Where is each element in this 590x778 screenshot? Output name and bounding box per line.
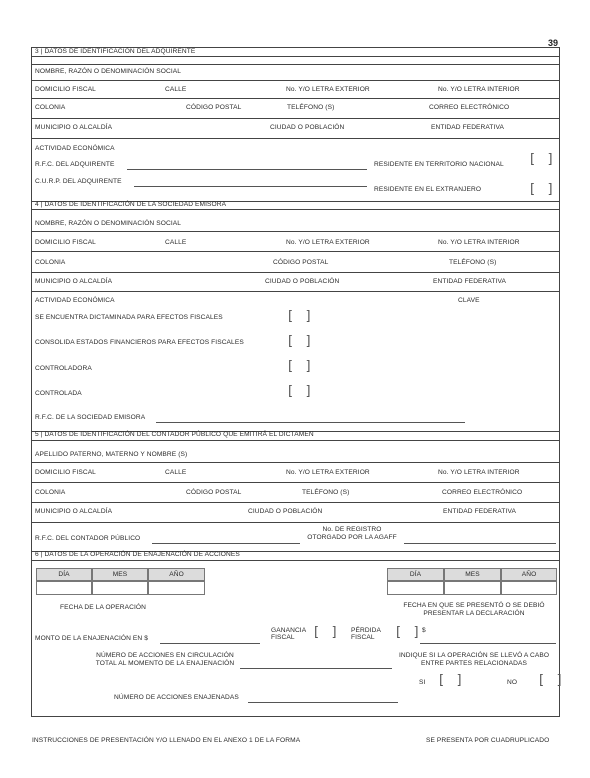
sec4-nombre-label: NOMBRE, RAZÓN O DENOMINACIÓN SOCIAL <box>35 220 182 227</box>
sec4-colonia-label: COLONIA <box>35 259 66 266</box>
op-dia-header: DÍA <box>58 571 70 578</box>
enajenadas-line[interactable] <box>248 702 398 703</box>
op-mes-header: MES <box>112 571 128 578</box>
sec3-telefono-label: TELÉFONO (S) <box>287 104 335 111</box>
no-checkbox[interactable]: [ ] <box>539 673 562 688</box>
sec3-residente-nac-label: RESIDENTE EN TERRITORIO NACIONAL <box>374 161 504 168</box>
sec4-clave-label: CLAVE <box>458 297 480 304</box>
fecha-declaracion-label-1: FECHA EN QUE SE PRESENTÓ O SE DEBIÓ <box>403 602 545 609</box>
sec3-no-int-label: No. Y/O LETRA INTERIOR <box>438 86 520 93</box>
sec5-cp-label: CÓDIGO POSTAL <box>186 489 242 496</box>
sec5-entidad-label: ENTIDAD FEDERATIVA <box>443 508 516 515</box>
sec4-ciudad-label: CIUDAD O POBLACIÓN <box>265 278 340 285</box>
sec3-domicilio-label: DOMICILIO FISCAL <box>35 86 96 93</box>
sec5-no-ext-label: No. Y/O LETRA EXTERIOR <box>286 469 370 476</box>
sec5-telefono-label: TELÉFONO (S) <box>302 489 350 496</box>
sec5-correo-label: CORREO ELECTRÓNICO <box>442 489 523 496</box>
section-4-header: 4 | DATOS DE IDENTIFICACIÓN DE LA SOCIEDAD EMISORA <box>35 201 227 208</box>
sec3-nombre-label: NOMBRE, RAZÓN O DENOMINACIÓN SOCIAL <box>35 68 182 75</box>
op-anio-header: AÑO <box>169 571 184 578</box>
sec3-rfc-label: R.F.C. DEL ADQUIRENTE <box>35 161 115 168</box>
sec5-municipio-label: MUNICIPIO O ALCALDÍA <box>35 508 113 515</box>
sec5-domicilio-label: DOMICILIO FISCAL <box>35 469 96 476</box>
sec3-colonia-label: COLONIA <box>35 104 66 111</box>
circulacion-line[interactable] <box>240 668 392 669</box>
ganancia-label-1: GANANCIA <box>271 627 307 634</box>
sec5-calle-label: CALLE <box>165 469 187 476</box>
sec4-calle-label: CALLE <box>165 239 187 246</box>
ganancia-checkbox[interactable]: [ ] <box>314 625 337 640</box>
sec4-cp-label: CÓDIGO POSTAL <box>273 259 329 266</box>
si-label: SI <box>419 679 426 686</box>
sec4-controladora-label: CONTROLADORA <box>35 365 92 372</box>
decl-anio-input[interactable] <box>501 581 557 595</box>
section-6-header: 6 | DATOS DE LA OPERACIÓN DE ENAJENACIÓN DE ACCIONES <box>35 551 240 558</box>
sec3-cp-label: CÓDIGO POSTAL <box>186 104 242 111</box>
perdida-amount-line[interactable] <box>420 643 556 644</box>
sec3-residente-ext-label: RESIDENTE EN EL EXTRANJERO <box>374 186 482 193</box>
circulacion-label-1: NÚMERO DE ACCIONES EN CIRCULACIÓN <box>96 652 234 659</box>
perdida-label-1: PÉRDIDA <box>351 627 382 634</box>
sec5-registro-label-2: OTORGADO POR LA AGAFF <box>307 534 397 541</box>
section-3-header: 3 | DATOS DE IDENTIFICACIÓN DEL ADQUIRENTE <box>35 48 196 55</box>
sec4-actividad-label: ACTIVIDAD ECONÓMICA <box>35 297 115 304</box>
sec4-controlada-label: CONTROLADA <box>35 390 82 397</box>
sec5-registro-label-1: No. DE REGISTRO <box>322 526 382 533</box>
sec3-calle-label: CALLE <box>165 86 187 93</box>
page-number: 39 <box>548 38 559 48</box>
sec3-correo-label: CORREO ELECTRÓNICO <box>429 104 510 111</box>
dollar-sign: $ <box>422 627 426 634</box>
decl-dia-input[interactable] <box>387 581 444 595</box>
sec5-apellido-label: APELLIDO PATERNO, MATERNO Y NOMBRE (S) <box>35 451 188 458</box>
relacionadas-label-1: INDIQUE SI LA OPERACIÓN SE LLEVÓ A CABO <box>398 652 550 659</box>
fecha-operacion-label: FECHA DE LA OPERACIÓN <box>60 604 147 611</box>
sec4-dictaminada-label: SE ENCUENTRA DICTAMINADA PARA EFECTOS FISCALES <box>35 314 223 321</box>
sec3-no-ext-label: No. Y/O LETRA EXTERIOR <box>286 86 370 93</box>
op-dia-input[interactable] <box>36 581 92 595</box>
sec5-rfc-label: R.F.C. DEL CONTADOR PÚBLICO <box>35 535 141 542</box>
sec5-rfc-line[interactable] <box>152 543 300 544</box>
sec5-registro-line[interactable] <box>404 543 556 544</box>
sec4-no-ext-label: No. Y/O LETRA EXTERIOR <box>286 239 370 246</box>
sec3-ciudad-label: CIUDAD O POBLACIÓN <box>270 124 345 131</box>
sec4-consolida-label: CONSOLIDA ESTADOS FINANCIEROS PARA EFECTOS FISCALES <box>35 339 244 346</box>
decl-mes-input[interactable] <box>444 581 501 595</box>
sec5-no-int-label: No. Y/O LETRA INTERIOR <box>438 469 520 476</box>
sec4-domicilio-label: DOMICILIO FISCAL <box>35 239 96 246</box>
sec3-municipio-label: MUNICIPIO O ALCALDÍA <box>35 124 113 131</box>
consolida-checkbox[interactable]: [ ] <box>288 334 311 349</box>
monto-line[interactable] <box>160 643 260 644</box>
sec5-ciudad-label: CIUDAD O POBLACIÓN <box>248 508 323 515</box>
footer-instructions: INSTRUCCIONES DE PRESENTACIÓN Y/O LLENADO EN EL ANEXO 1 DE LA FORMA <box>32 737 301 744</box>
residente-nacional-checkbox[interactable]: [ ] <box>530 152 553 167</box>
enajenadas-label: NÚMERO DE ACCIONES ENAJENADAS <box>114 694 239 701</box>
residente-extranjero-checkbox[interactable]: [ ] <box>530 182 553 197</box>
sec4-rfc-line[interactable] <box>156 422 465 423</box>
sec3-actividad-label: ACTIVIDAD ECONÓMICA <box>35 145 115 152</box>
sec4-no-int-label: No. Y/O LETRA INTERIOR <box>438 239 520 246</box>
decl-anio-header: AÑO <box>521 571 537 578</box>
sec4-entidad-label: ENTIDAD FEDERATIVA <box>433 278 506 285</box>
monto-label: MONTO DE LA ENAJENACIÓN EN $ <box>35 635 148 642</box>
controlada-checkbox[interactable]: [ ] <box>288 384 311 399</box>
sec4-rfc-label: R.F.C. DE LA SOCIEDAD EMISORA <box>35 414 146 421</box>
sec3-curp-label: C.U.R.P. DEL ADQUIRENTE <box>35 178 122 185</box>
no-label: NO <box>507 679 518 686</box>
ganancia-label-2: FISCAL <box>271 634 295 641</box>
sec3-curp-line[interactable] <box>134 186 367 187</box>
sec4-municipio-label: MUNICIPIO O ALCALDÍA <box>35 278 113 285</box>
footer-cuadruplicado: SE PRESENTA POR CUADRUPLICADO <box>426 737 550 744</box>
op-mes-input[interactable] <box>92 581 148 595</box>
section-5-header: 5 | DATOS DE IDENTIFICACIÓN DEL CONTADOR PÚBLICO QUE EMITIRÁ EL DICTAMEN <box>35 431 314 438</box>
relacionadas-label-2: ENTRE PARTES RELACIONADAS <box>421 660 527 667</box>
dictaminada-checkbox[interactable]: [ ] <box>288 309 311 324</box>
si-checkbox[interactable]: [ ] <box>439 673 462 688</box>
sec3-rfc-line[interactable] <box>127 169 367 170</box>
perdida-label-2: FISCAL <box>351 634 375 641</box>
sec4-telefono-label: TELÉFONO (S) <box>449 259 497 266</box>
controladora-checkbox[interactable]: [ ] <box>288 359 311 374</box>
circulacion-label-2: TOTAL AL MOMENTO DE LA ENAJENACIÓN <box>95 660 235 667</box>
fecha-declaracion-label-2: PRESENTAR LA DECLARACIÓN <box>423 610 525 617</box>
sec3-entidad-label: ENTIDAD FEDERATIVA <box>431 124 504 131</box>
decl-dia-header: DÍA <box>409 571 422 578</box>
sec5-colonia-label: COLONIA <box>35 489 66 496</box>
perdida-checkbox[interactable]: [ ] <box>396 625 419 640</box>
decl-mes-header: MES <box>465 571 480 578</box>
op-anio-input[interactable] <box>148 581 205 595</box>
